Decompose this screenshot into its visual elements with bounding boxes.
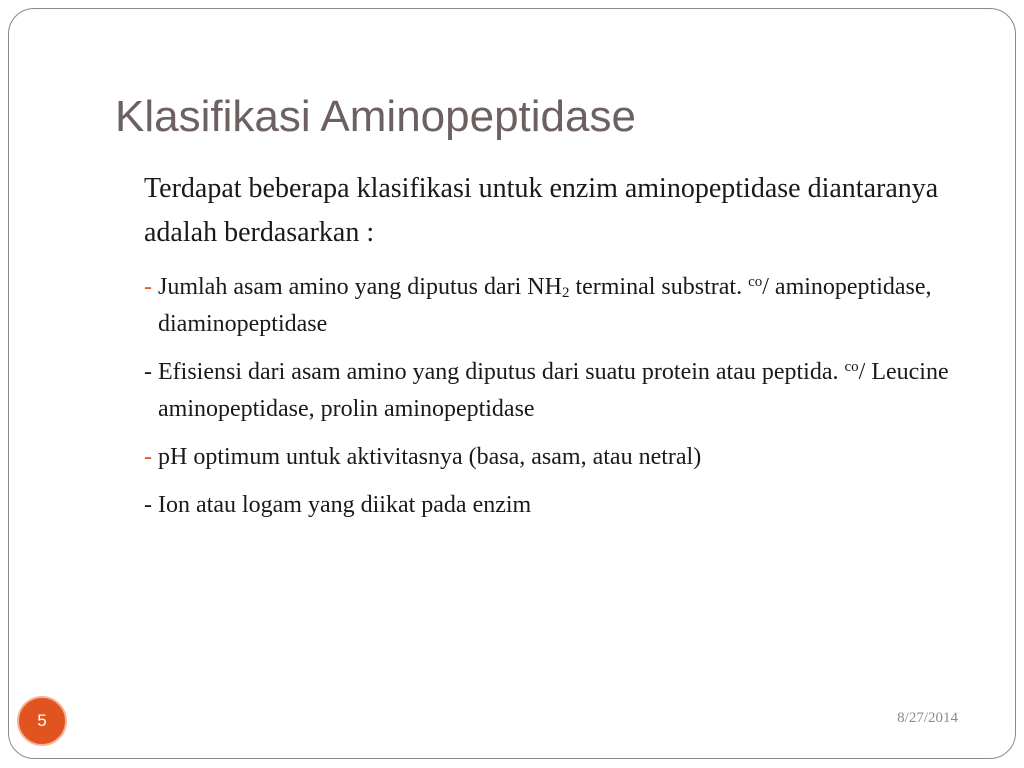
subscript: 2 [561,285,570,301]
list-item [144,439,974,476]
dash-bullet: - [144,359,152,385]
slide-title: Klasifikasi Aminopeptidase [115,92,636,141]
superscript: co [748,274,763,290]
intro-paragraph: Terdapat beberapa klasifikasi untuk enzim aminopeptidase diantaranya adalah berdasarkan : [144,173,939,248]
list-item [144,354,974,428]
item-text: terminal substrat. [569,274,749,300]
dash-bullet: - [144,274,152,300]
dash-bullet: - [144,492,152,518]
item-text: Efisiensi dari asam amino yang diputus dari suatu protein atau peptida. [158,359,845,385]
bullet-list [144,269,974,524]
list-item [144,487,974,524]
list-item [144,269,974,343]
dash-bullet: - [144,444,152,470]
slide-date: 8/27/2014 [897,710,958,726]
page-number-badge [17,696,67,746]
page-number: 5 [37,711,47,730]
item-text: Jumlah asam amino yang diputus dari NH [158,274,562,300]
item-text: pH optimum untuk aktivitasnya (basa, asam, atau netral) [158,444,702,470]
item-text: / aminopeptidase, diaminopeptidase [158,274,932,337]
item-text: Ion atau logam yang diikat pada enzim [158,492,532,518]
superscript: co [844,359,859,375]
slide-content [144,167,974,535]
item-text: / Leucine aminopeptidase, prolin aminopeptidase [158,359,949,422]
